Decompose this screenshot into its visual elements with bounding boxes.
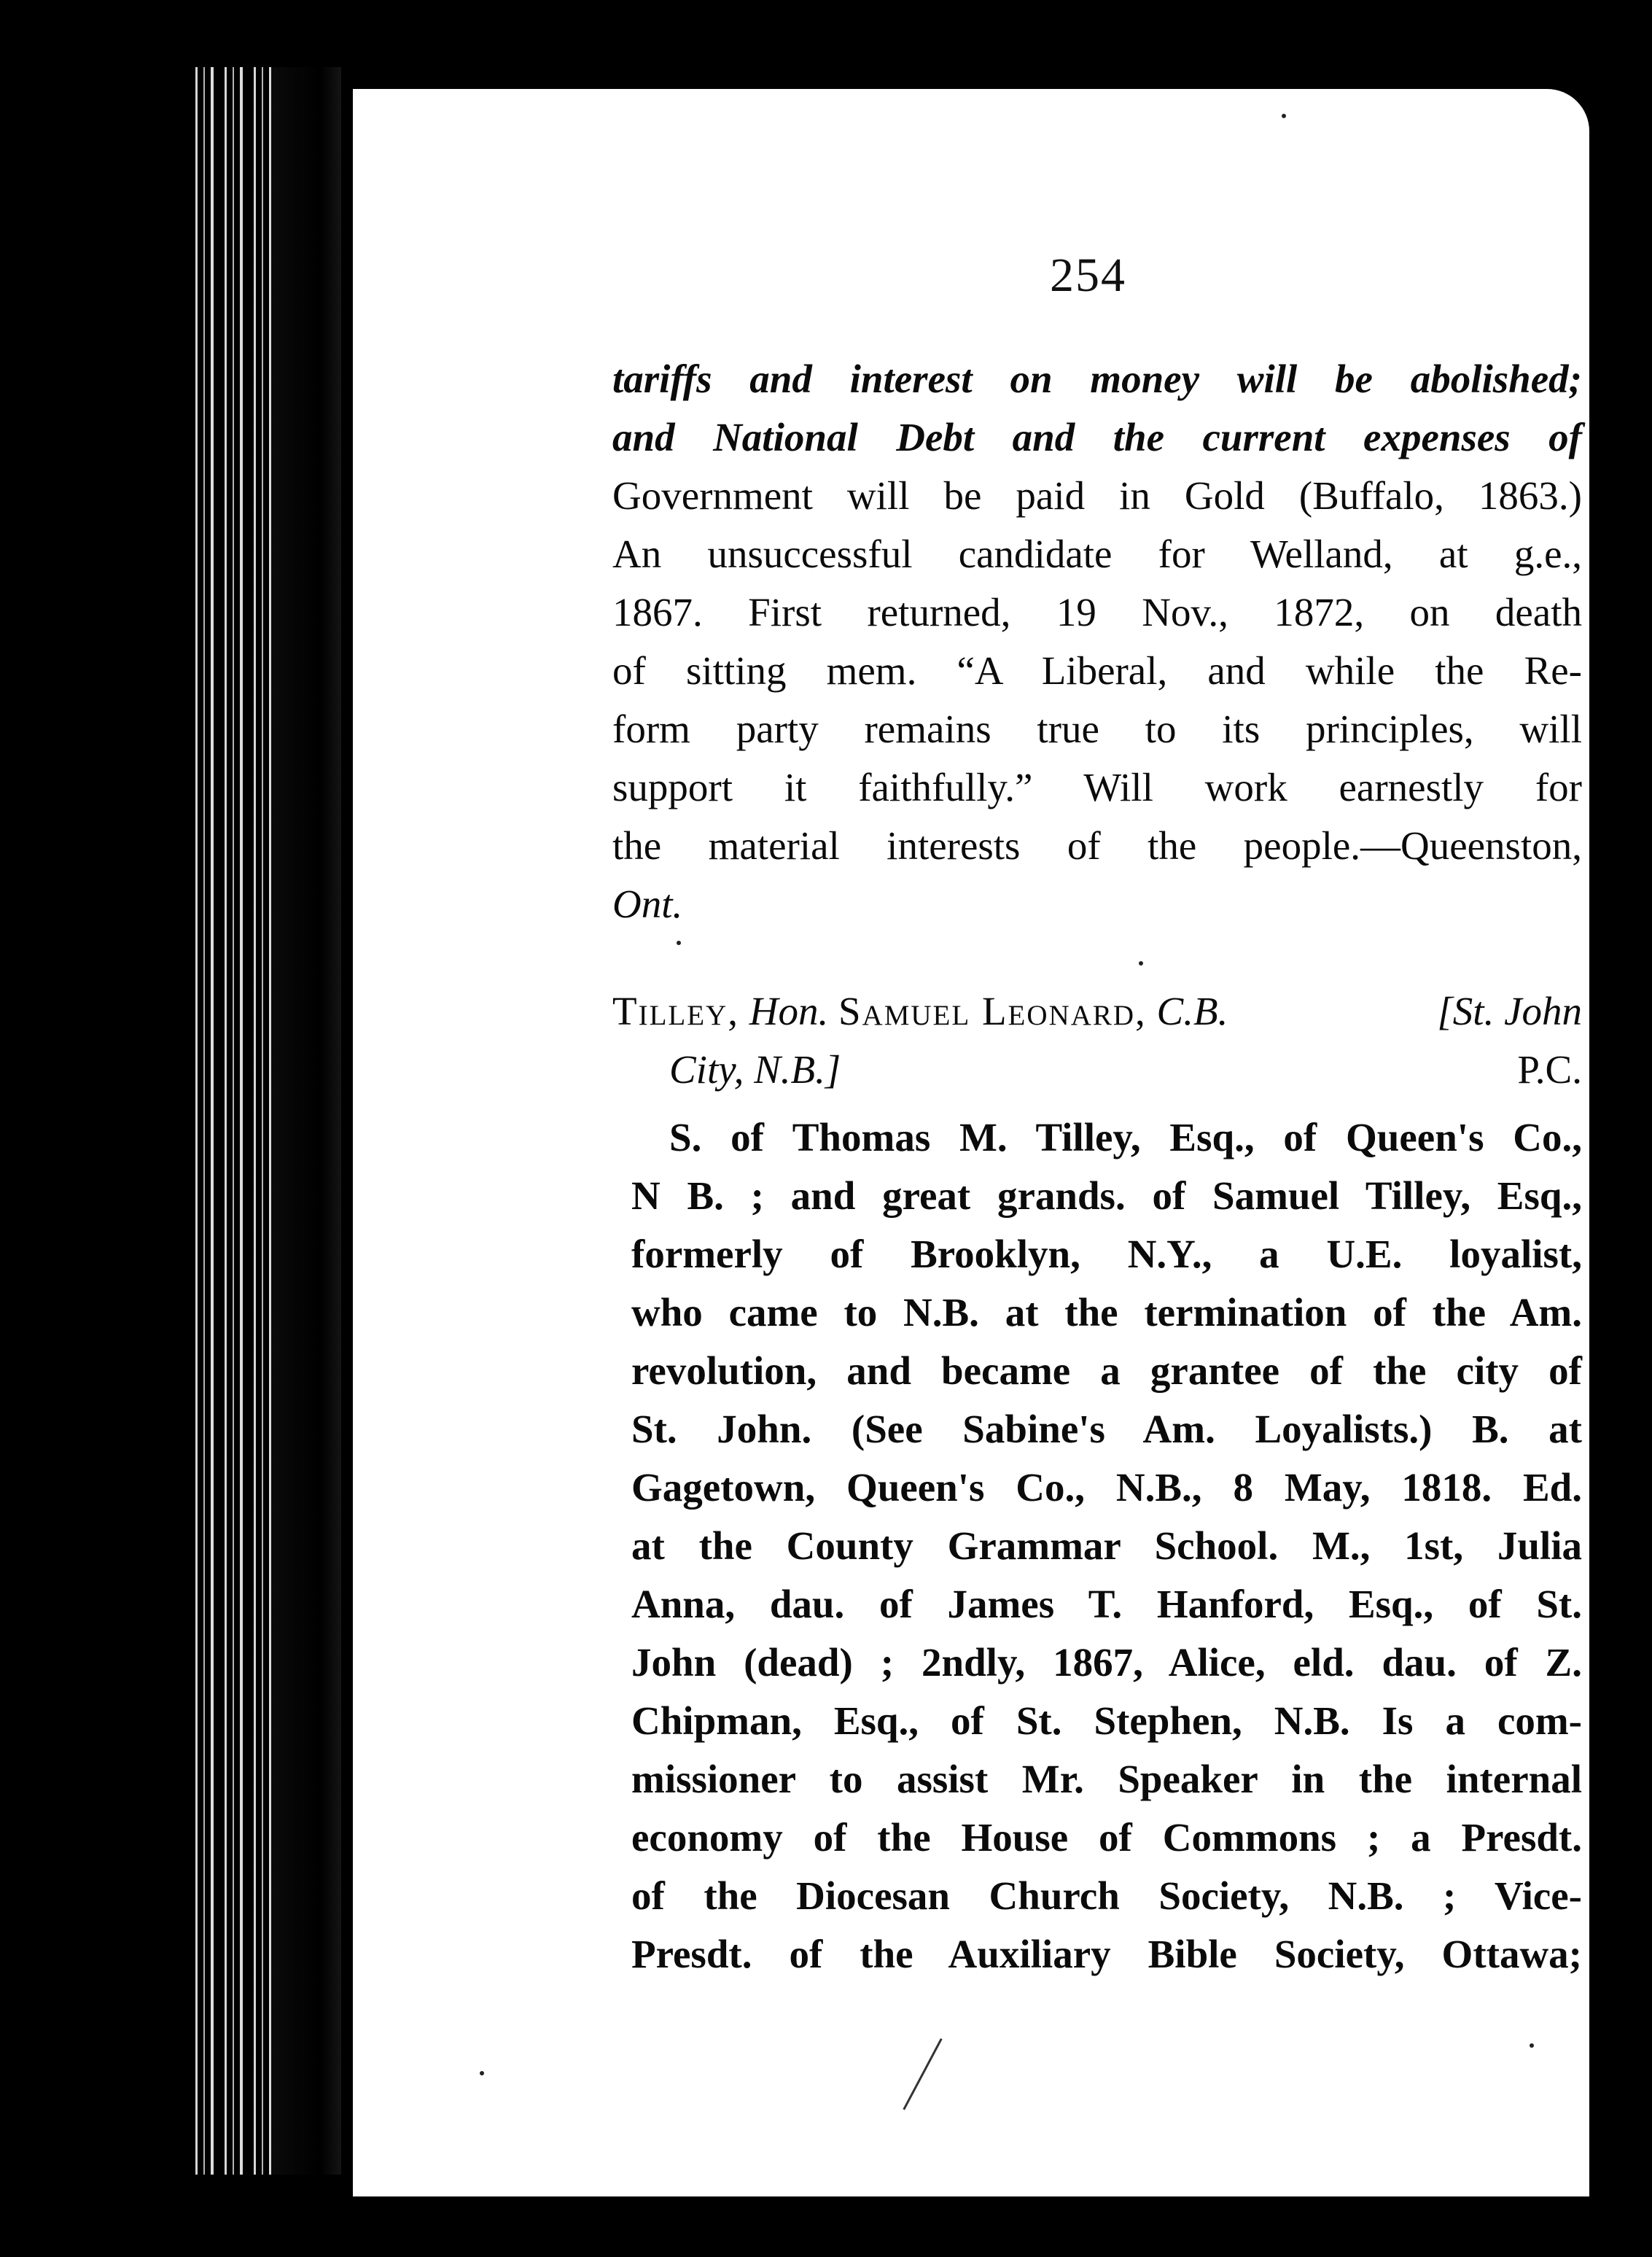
text-line: St. John. (See Sabine's Am. Loyalists.) B. at (631, 1407, 1582, 1451)
text-line: Government will be paid in Gold (Buffalo, 1863.) (612, 473, 1582, 518)
text-line: form party remains true to its principles, will (612, 707, 1582, 751)
entry-heading-second-line (669, 1041, 1582, 1099)
text-line: at the County Grammar School. M., 1st, Julia (631, 1523, 1582, 1568)
text-line: Anna, dau. of James T. Hanford, Esq., of St. (631, 1582, 1582, 1626)
text-line: N B. ; and great grands. of Samuel Tilley, Esq., (631, 1173, 1582, 1218)
text-line: formerly of Brooklyn, N.Y., a U.E. loyalist, (631, 1232, 1582, 1276)
entry-residence-end: City, N.B.] (669, 1047, 841, 1092)
entry-title: Hon. (749, 989, 829, 1033)
entry-residence-start: [St. John (1437, 989, 1582, 1033)
scan-speck (1530, 2043, 1534, 2048)
text-line: tariffs and interest on money will be abolished; (612, 357, 1582, 401)
entry-designation: P.C. (1517, 1047, 1582, 1092)
spine-shadow (271, 67, 341, 2175)
text-line: of sitting mem. “A Liberal, and while the Re- (612, 648, 1582, 693)
text-line: economy of the House of Commons ; a Presdt. (631, 1815, 1582, 1860)
text-line: Chipman, Esq., of St. Stephen, N.B. Is a com- (631, 1698, 1582, 1743)
paragraph-continued (612, 350, 1582, 933)
text-line: Presdt. of the Auxiliary Bible Society, Ottawa; (631, 1932, 1582, 1976)
text-line: revolution, and became a grantee of the city of (631, 1348, 1582, 1393)
text-line: 1867. First returned, 19 Nov., 1872, on death (612, 590, 1582, 634)
text-line: An unsuccessful candidate for Welland, at g.e., (612, 532, 1582, 576)
entry-surname: Tilley, (612, 989, 739, 1033)
scan-speck (480, 2071, 484, 2075)
scan-speck (1139, 961, 1143, 966)
text-line: Ont. (612, 882, 683, 926)
text-line: missioner to assist Mr. Speaker in the internal (631, 1757, 1582, 1801)
scan-speck (1282, 114, 1286, 118)
entry-heading (612, 982, 1582, 1041)
text-line: Gagetown, Queen's Co., N.B., 8 May, 1818. Ed. (631, 1465, 1582, 1510)
page-number: 254 (1050, 249, 1126, 302)
scan-speck (677, 941, 681, 945)
text-line: John (dead) ; 2ndly, 1867, Alice, eld. dau. of Z. (631, 1640, 1582, 1685)
text-line: of the Diocesan Church Society, N.B. ; Vice- (631, 1873, 1582, 1918)
text-line: support it faithfully.” Will work earnestly for (612, 765, 1582, 809)
text-line: the material interests of the people.—Queenston, (612, 823, 1582, 868)
text-line: and National Debt and the current expenses of (612, 415, 1582, 459)
text-line: S. of Thomas M. Tilley, Esq., of Queen's Co., (669, 1115, 1582, 1159)
entry-honour: C.B. (1156, 989, 1228, 1033)
text-line: who came to N.B. at the termination of the Am. (631, 1290, 1582, 1335)
entry-biography (631, 1108, 1582, 1984)
entry-given-names: Samuel Leonard, (838, 989, 1147, 1033)
